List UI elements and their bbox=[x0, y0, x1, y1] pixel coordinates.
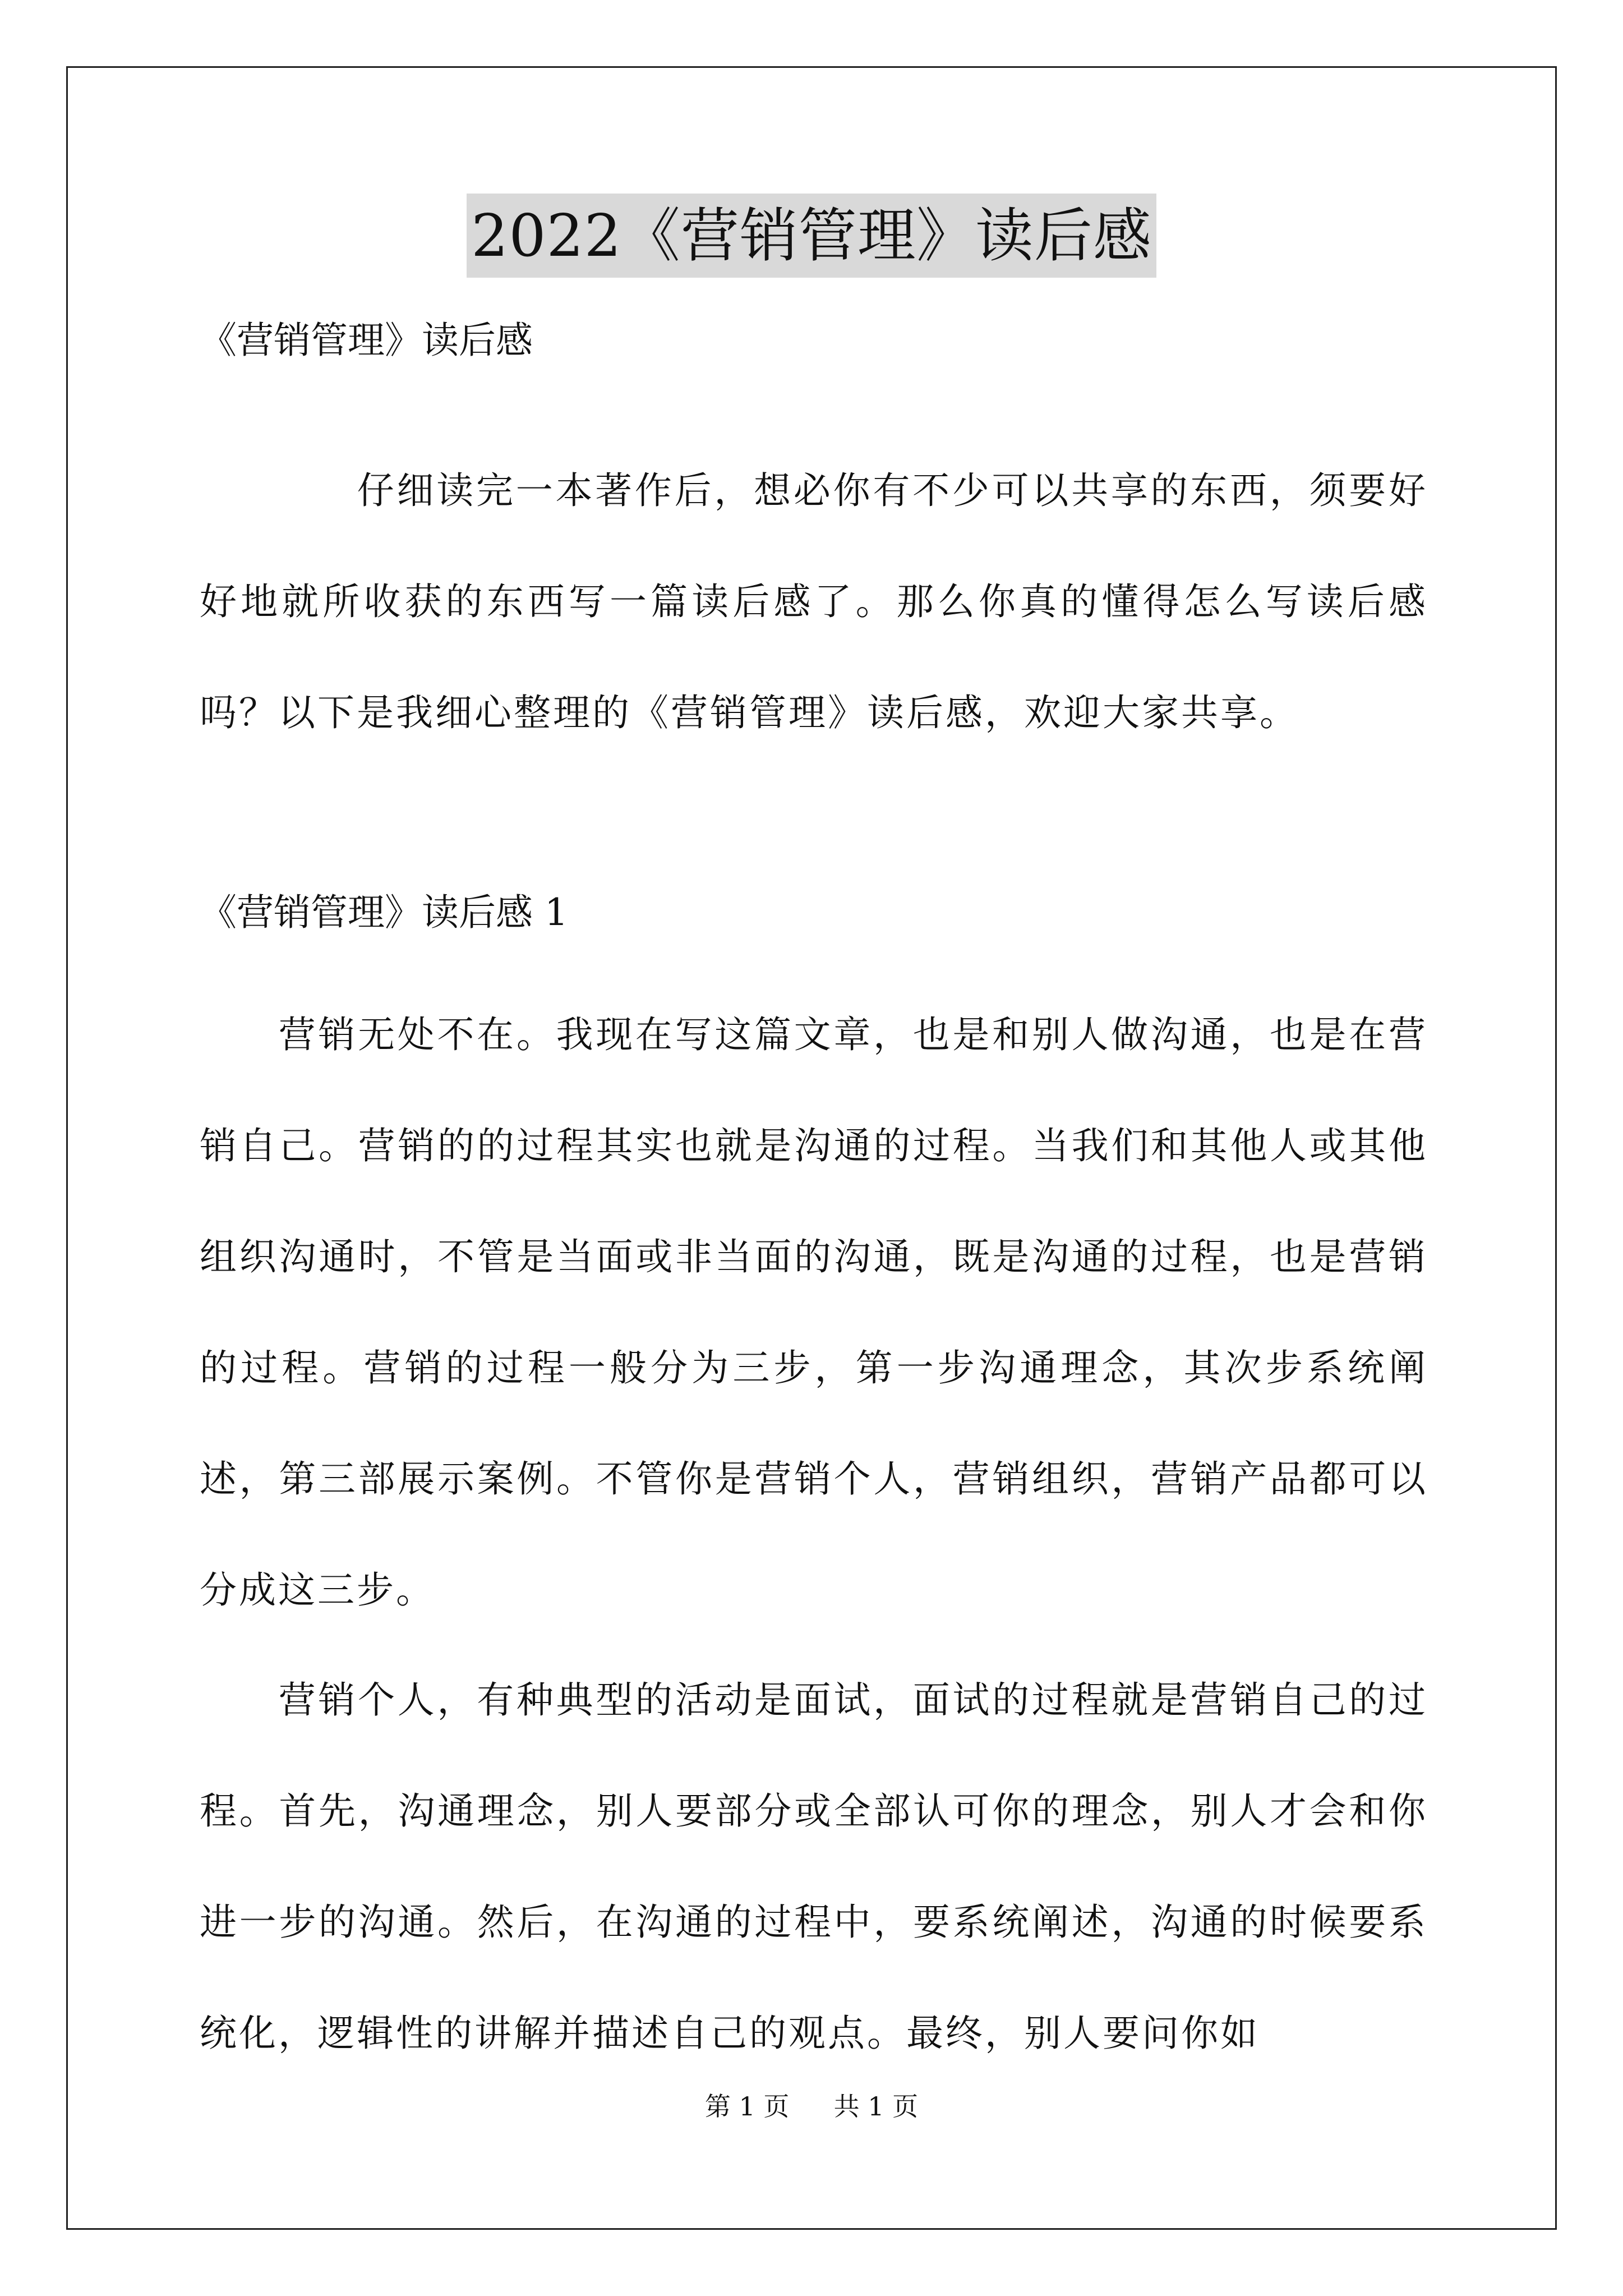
intro-paragraph bbox=[200, 435, 1428, 769]
body-paragraph-1-text: 营销无处不在。我现在写这篇文章，也是和别人做沟通，也是在营销自己。营销的的过程其实也就是沟通的过程。当我们和其他人或其他组织沟通时，不管是当面或非当面的沟通，既是沟通的过程，也是营销的过程。营销的过程一般分为三步，第一步沟通理念，其次步系统阐述，第三部展示案例。不管你是营销个人，营销组织，营销产品都可以分成这三步。 bbox=[200, 1013, 1428, 1612]
total-pages: 共 1 页 bbox=[833, 2091, 919, 2122]
title-container bbox=[0, 194, 1623, 278]
intro-text: 仔细读完一本著作后，想必你有不少可以共享的东西，须要好好地就所收获的东西写一篇读后感了。那么你真的懂得怎么写读后感吗？以下是我细心整理的《营销管理》读后感，欢迎大家共享。 bbox=[200, 469, 1428, 734]
page-number: 第 1 页 bbox=[704, 2091, 790, 2122]
page-footer bbox=[0, 2090, 1623, 2123]
body-paragraph-1 bbox=[200, 979, 1428, 1646]
body-paragraph-2 bbox=[200, 1645, 1428, 2089]
body-paragraph-2-text: 营销个人，有种典型的活动是面试，面试的过程就是营销自己的过程。首先，沟通理念，别人要部分或全部认可你的理念，别人才会和你进一步的沟通。然后，在沟通的过程中，要系统阐述，沟通的时候要系统化，逻辑性的讲解并描述自己的观点。最终，别人要问你如 bbox=[200, 1678, 1428, 2055]
section-heading: 《营销管理》读后感 1 bbox=[200, 891, 568, 934]
document-subtitle: 《营销管理》读后感 bbox=[200, 319, 533, 362]
document-title: 2022《营销管理》读后感 bbox=[467, 194, 1156, 278]
